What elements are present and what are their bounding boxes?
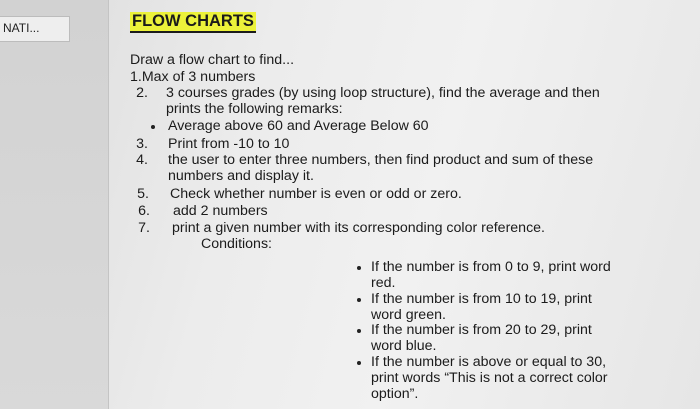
condition-3-line-2: word blue. (371, 338, 437, 354)
bullet-icon (357, 266, 361, 270)
list-item-number: 6. (138, 203, 150, 219)
condition-2-line-2: word green. (371, 307, 446, 323)
list-item-6: add 2 numbers (173, 203, 268, 219)
list-item-number: 3. (136, 136, 148, 152)
condition-1-line-2: red. (371, 275, 396, 291)
list-item-number: 2. (136, 85, 148, 101)
condition-4-line-3: option”. (371, 386, 419, 402)
bullet-icon (357, 298, 361, 302)
bullet-icon (357, 361, 361, 365)
list-item-2-line-1: 3 courses grades (by using loop structure), find the average and then (166, 85, 600, 101)
condition-2-line-1: If the number is from 10 to 19, print (371, 291, 592, 307)
list-item-number: 5. (137, 186, 149, 202)
sidebar-tab-label: NATI... (3, 21, 40, 35)
list-item-2-line-2: prints the following remarks: (166, 101, 343, 117)
list-item-1: 1.Max of 3 numbers (130, 69, 256, 85)
condition-3-line-1: If the number is from 20 to 29, print (371, 322, 592, 338)
condition-4-line-1: If the number is above or equal to 30, (371, 354, 607, 370)
condition-4-line-2: print words “This is not a correct color (371, 370, 608, 386)
conditions-label: Conditions: (201, 236, 272, 252)
bullet-icon (357, 329, 361, 333)
intro-text: Draw a flow chart to find... (130, 52, 295, 68)
list-item-3: Print from -10 to 10 (168, 136, 290, 152)
sub-bullet-text: Average above 60 and Average Below 60 (168, 118, 429, 134)
condition-1-line-1: If the number is from 0 to 9, print word (371, 259, 611, 275)
bullet-icon (151, 125, 155, 129)
sidebar-tab[interactable] (0, 16, 70, 42)
list-item-7: print a given number with its corresponding color reference. (172, 220, 546, 236)
list-item-4-line-1: the user to enter three numbers, then find product and sum of these (168, 152, 594, 168)
sidebar (0, 0, 109, 409)
list-item-4-line-2: numbers and display it. (168, 168, 314, 184)
list-item-number: 4. (136, 152, 148, 168)
list-item-5: Check whether number is even or odd or zero. (170, 186, 462, 202)
page-title: FLOW CHARTS (130, 12, 256, 33)
list-item-number: 7. (138, 220, 150, 236)
